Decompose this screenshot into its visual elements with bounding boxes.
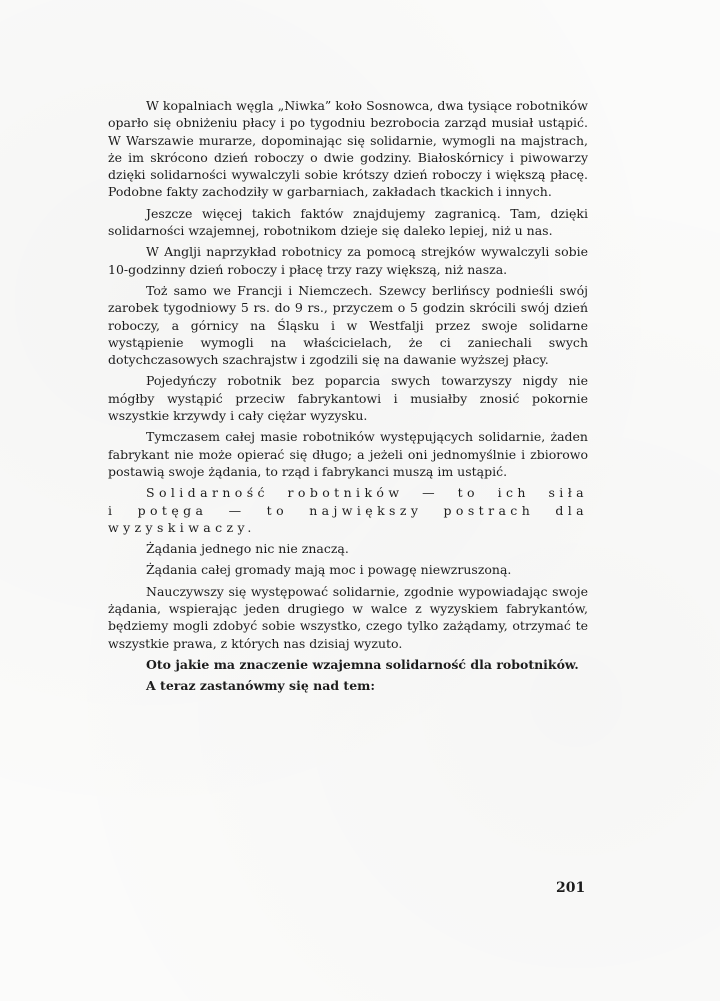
paragraph: Jeszcze więcej takich faktów znajdujemy zagranicą. Tam, dzięki solidarności wzajemnej, robotnikom dzieje się daleko lepiej, niż u nas. <box>108 205 588 239</box>
page-body-text <box>108 97 588 699</box>
paragraph: Tymczasem całej masie robotników występujących solidarnie, żaden fabrykant nie może opierać się długo; a jeżeli oni jednomyślnie i zbiorowo postawią swoje żądania, to rząd i fabrykanci muszą im ustąpić. <box>108 429 588 479</box>
paragraph: Żądania jednego nic nie znaczą. <box>146 541 349 557</box>
paragraph: Nauczywszy się występować solidarnie, zgodnie wypowiadając swoje żądania, wspierając jeden drugiego w walce z wyzyskiem fabrykantów, będziemy mogli zdobyć sobie wszystko, czego tylko zażądamy, otrzymać te wszystkie prawa, z których nas dzisiaj wyzuto. <box>108 583 588 651</box>
bold-paragraph: A teraz zastanówmy się nad tem: <box>146 678 375 694</box>
paragraph: Żądania całej gromady mają moc i powagę niewzruszoną. <box>146 562 512 578</box>
page-number: 201 <box>556 880 586 896</box>
bold-paragraph: Oto jakie ma znaczenie wzajemna solidarność dla robotników. <box>146 656 579 672</box>
paragraph: W kopalniach węgla „Niwka” koło Sosnowca, dwa tysiące robotników oparło się obniżeniu płacy i po tygodniu bezrobocia zarząd musiał ustąpić. W Warszawie murarze, dopominając się solidarnie, wymogli na majstrach, że im skrócono dzień roboczy o dwie godziny. Białoskórnicy i piwowarzy dzięki solidarności wywalczyli sobie krótszy dzień roboczy i większą płacę. Podobne fakty zachodziły w garbarniach, zakładach tkackich i innych. <box>108 98 588 200</box>
emphasized-paragraph: Solidarność robotników — to ich siła i potęga — to największy postrach dla wyzyskiwaczy. <box>108 485 588 535</box>
paragraph: Pojedyńczy robotnik bez poparcia swych towarzyszy nigdy nie mógłby wystąpić przeciw fabrykantowi i musiałby znosić pokornie wszystkie krzywdy i cały ciężar wyzysku. <box>108 373 588 424</box>
paragraph: W Anglji naprzykład robotnicy za pomocą strejków wywalczyli sobie 10-godzinny dzień roboczy i płacę trzy razy większą, niż nasza. <box>108 244 588 277</box>
paragraph: Toż samo we Francji i Niemczech. Szewcy berlińscy podnieśli swój zarobek tygodniowy 5 rs. do 9 rs., przyczem o 5 godzin skrócili swój dzień roboczy, a górnicy na Śląsku i w Westfalji przez swoje solidarne wystąpienie wymogli na właścicielach, że ci zaniechali swych dotychczasowych szachrajstw i zgodzili się na dawanie wyższej płacy. <box>108 282 588 368</box>
